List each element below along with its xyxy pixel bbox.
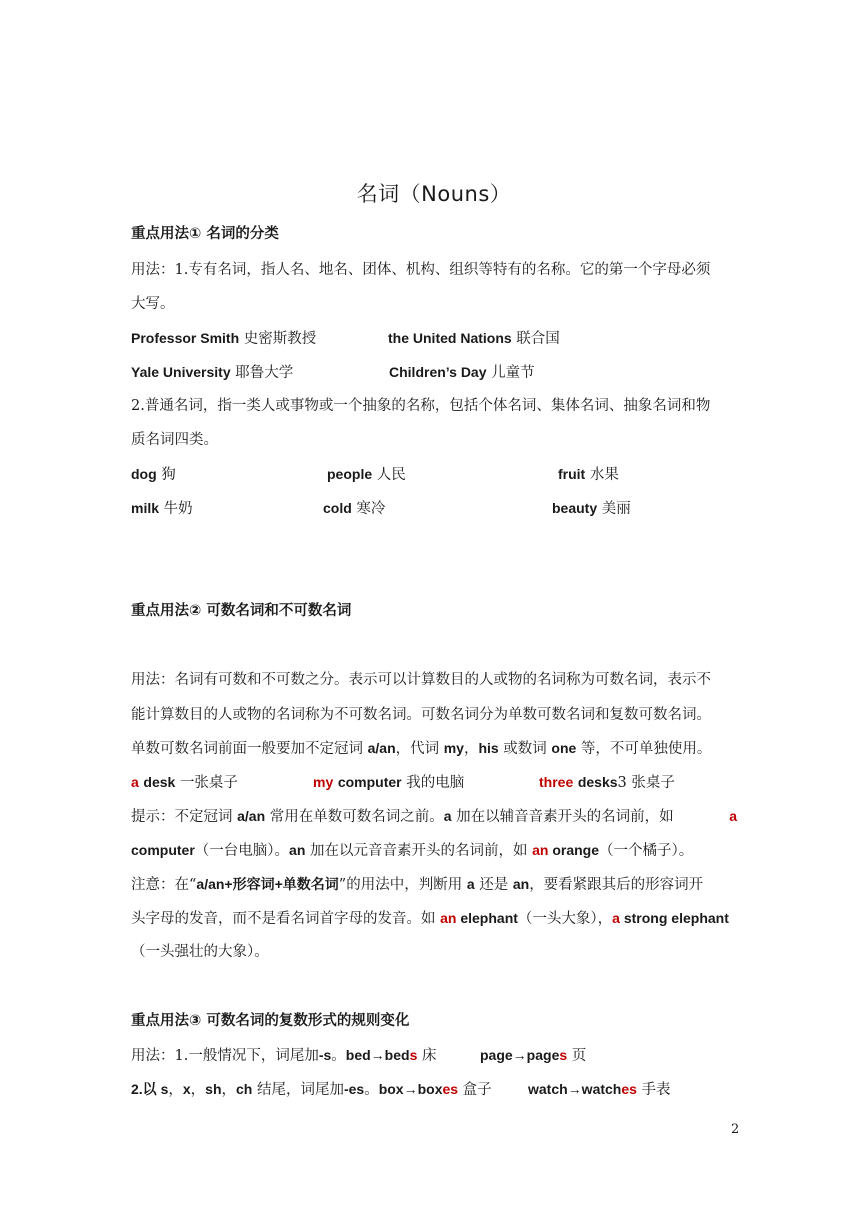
article-example: my computer 我的电脑 — [313, 774, 465, 791]
common-example — [131, 464, 176, 485]
tip-line2: computer（一台电脑）。an 加在以元音音素开头的名词前，如 an orange（一个橘子）。 — [131, 842, 694, 859]
example-zh: 美丽 — [601, 501, 631, 517]
example-zh: 耶鲁大学 — [235, 365, 294, 381]
section2-paragraph-line3: 单数可数名词前面一般要加不定冠词 a/an，代词 my，his 或数词 one 等，不可单独使用。 — [131, 740, 712, 757]
example-zh: 史密斯教授 — [243, 331, 317, 347]
article-example: a desk 一张桌子 — [131, 774, 238, 791]
common-example — [131, 498, 193, 519]
example-en: the United Nations — [388, 330, 512, 346]
tip-line1: 提示：不定冠词 a/an 常用在单数可数名词之前。a 加在以辅音音素开头的名词前，如 a — [131, 808, 737, 825]
section1-usage2-line2: 质名词四类。 — [131, 432, 218, 448]
section2-paragraph-line2: 能计算数目的人或物的名词称为不可数名词。可数名词分为单数可数名词和复数可数名词。 — [131, 707, 711, 723]
note-line2: 头字母的发音，而不是看名词首字母的发音。如 an elephant（一头大象），a strong elephant — [131, 910, 729, 927]
example-en: dog — [131, 466, 157, 482]
note-line3: （一头强壮的大象）。 — [131, 944, 269, 960]
example-zh: 联合国 — [516, 331, 560, 347]
example-zh: 儿童节 — [491, 365, 535, 381]
example-zh: 水果 — [589, 467, 619, 483]
example-en: people — [327, 466, 373, 482]
proper-example — [388, 328, 560, 349]
example-en: cold — [323, 500, 352, 516]
example-zh: 人民 — [376, 467, 406, 483]
note-line1: 注意：在“a/an+形容词+单数名词”的用法中，判断用 a 还是 an，要看紧跟其后的形容词开 — [131, 876, 704, 893]
example-zh: 寒冷 — [356, 501, 386, 517]
section3-heading: 重点用法③ 可数名词的复数形式的规则变化 — [131, 1013, 410, 1029]
example-zh: 狗 — [161, 467, 176, 483]
example-en: fruit — [558, 466, 586, 482]
section2-heading: 重点用法② 可数名词和不可数名词 — [131, 603, 352, 619]
common-example — [552, 498, 631, 519]
section3-line1: 用法：1.一般情况下，词尾加-s。bed→beds 床 — [131, 1047, 437, 1064]
common-example — [327, 464, 406, 485]
section1-usage1-line1: 用法：1.专有名词，指人名、地名、团体、机构、组织等特有的名称。它的第一个字母必须 — [131, 262, 711, 278]
section1-usage2-line1: 2.普通名词，指一类人或事物或一个抽象的名称，包括个体名词、集体名词、抽象名词和物 — [131, 398, 711, 414]
example-en: Yale University — [131, 364, 231, 380]
article-example: three desks3 张桌子 — [539, 774, 675, 791]
section1-usage1-line2: 大写。 — [131, 296, 175, 312]
common-example — [323, 498, 385, 519]
section1-heading: 重点用法① 名词的分类 — [131, 226, 279, 242]
proper-example — [131, 362, 293, 383]
page-number: 2 — [731, 1122, 740, 1137]
page-title: 名词（Nouns） — [356, 182, 512, 206]
section3-line2-example2: watch→watches 手表 — [528, 1081, 671, 1098]
section3-line2: 2.以 s，x，sh，ch 结尾，词尾加-es。box→boxes 盒子 — [131, 1081, 492, 1098]
proper-example — [131, 328, 316, 349]
example-en: beauty — [552, 500, 598, 516]
example-zh: 牛奶 — [163, 501, 193, 517]
section3-line1-example2: page→pages 页 — [480, 1047, 587, 1064]
example-en: Children’s Day — [389, 364, 487, 380]
proper-example — [389, 362, 535, 383]
common-example — [558, 464, 619, 485]
example-en: Professor Smith — [131, 330, 240, 346]
section2-paragraph-line1: 用法：名词有可数和不可数之分。表示可以计算数目的人或物的名词称为可数名词，表示不 — [131, 672, 711, 688]
example-en: milk — [131, 500, 160, 516]
